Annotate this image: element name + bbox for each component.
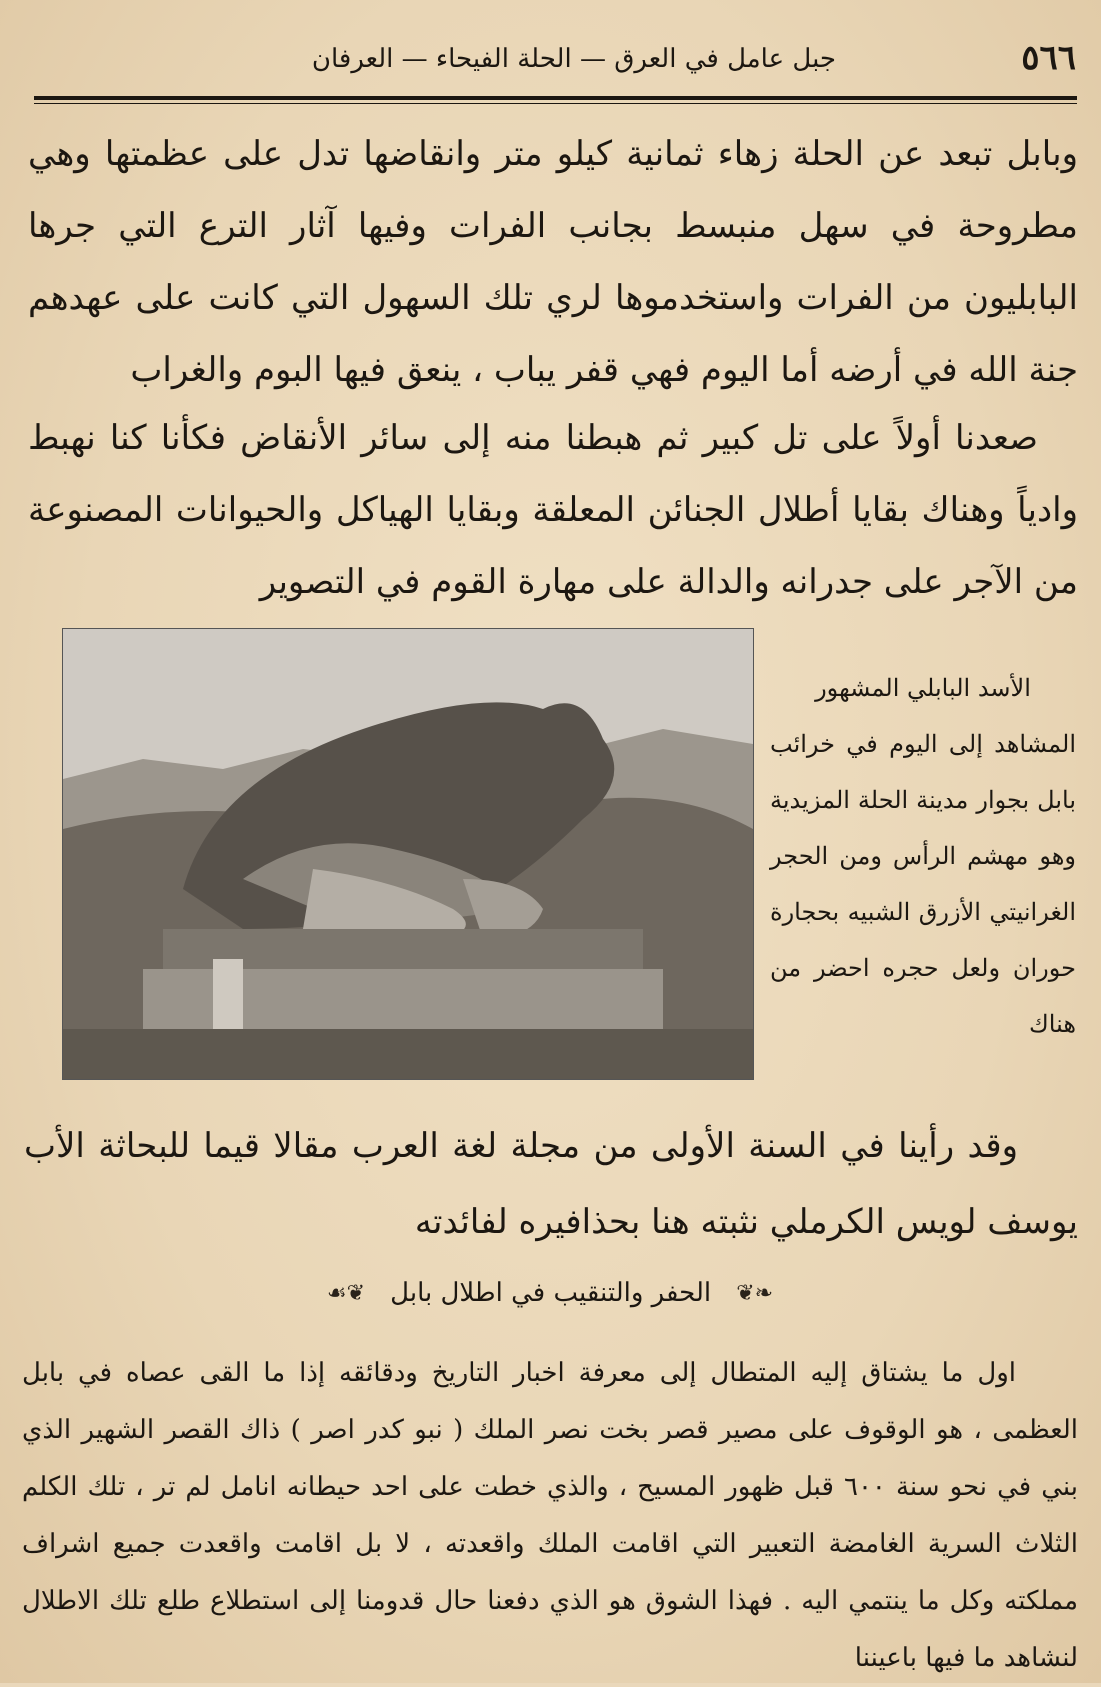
running-title: جبل عامل في العرق — الحلة الفيحاء — العرفان xyxy=(311,44,836,74)
paragraph-babylon-ruins: وبابل تبعد عن الحلة زهاء ثمانية كيلو متر وانقاضها تدل على عظمتها وهي مطروحة في سهل منبسط بجانب الفرات وفيها آثار الترع التي جرها البابليون من الفرات واستخدموها لري تلك السهول التي كانت على عهدهم جنة الله في أرضه أما اليوم فهي قفر يباب ، ينعق فيها البوم والغراب xyxy=(28,134,1078,390)
ornament-left-icon: ❦☙ xyxy=(326,1280,366,1306)
page-number: ٥٦٦ xyxy=(1021,38,1076,78)
figure-caption-title: الأسد البابلي المشهور xyxy=(815,674,1031,702)
page-header xyxy=(36,38,1076,88)
paragraph-excavation: اول ما يشتاق إليه المتطال إلى معرفة اخبار التاريخ ودقائقه إذا ما القى عصاه في بابل العظمى ، هو الوقوف على مصير قصر بخت نصر الملك ( نبو كدر اصر ) ذاك القصر الشهير الذي بني في نحو سنة ٦٠٠ قبل ظهور المسيح ، والذي خطت على احد حيطانه انامل لم تر ، تلك الكلم الثلاث السرية الغامضة التعبير التي اقامت الملك واقعدته ، لا بل اقامت واقعدت جميع اشراف مملكته وكل ما ينتمي اليه . فهذا الشوق هو الذي دفعنا حال قدومنا إلى استطلاع طلع تلك الاطلال لنشاهد ما فيها باعيننا xyxy=(22,1358,1078,1673)
header-rule xyxy=(34,96,1077,100)
section-heading xyxy=(300,1278,800,1324)
paragraph-ascent: صعدنا أولاً على تل كبير ثم هبطنا منه إلى سائر الأنقاض فكأنا كنا نهبط وادياً وهناك بقايا أطلال الجنائن المعلقة وبقايا الهياكل والحيوانات المصنوعة من الآجر على جدرانه والدالة على مهارة القوم في التصوير xyxy=(28,418,1078,602)
figure-caption-text: المشاهد إلى اليوم في خرائب بابل بجوار مدينة الحلة المزيدية وهو مهشم الرأس ومن الحجر الغرانيتي الأزرق الشبيه بحجارة حوران ولعل حجره احضر من هناك xyxy=(770,730,1076,1038)
paragraph-journal-article: وقد رأينا في السنة الأولى من مجلة لغة العرب مقالا قيما للبحاثة الأب يوسف لويس الكرملي نثبته هنا بحذافيره لفائدته xyxy=(24,1126,1078,1242)
lion-photo-illustration xyxy=(63,629,753,1079)
figure-caption xyxy=(770,660,1076,1052)
ornament-right-icon: ❧❦ xyxy=(736,1280,774,1306)
header-rule-thin xyxy=(34,103,1077,104)
lion-of-babylon-photo xyxy=(62,628,754,1080)
section-heading-title: الحفر والتنقيب في اطلال بابل xyxy=(390,1278,712,1308)
